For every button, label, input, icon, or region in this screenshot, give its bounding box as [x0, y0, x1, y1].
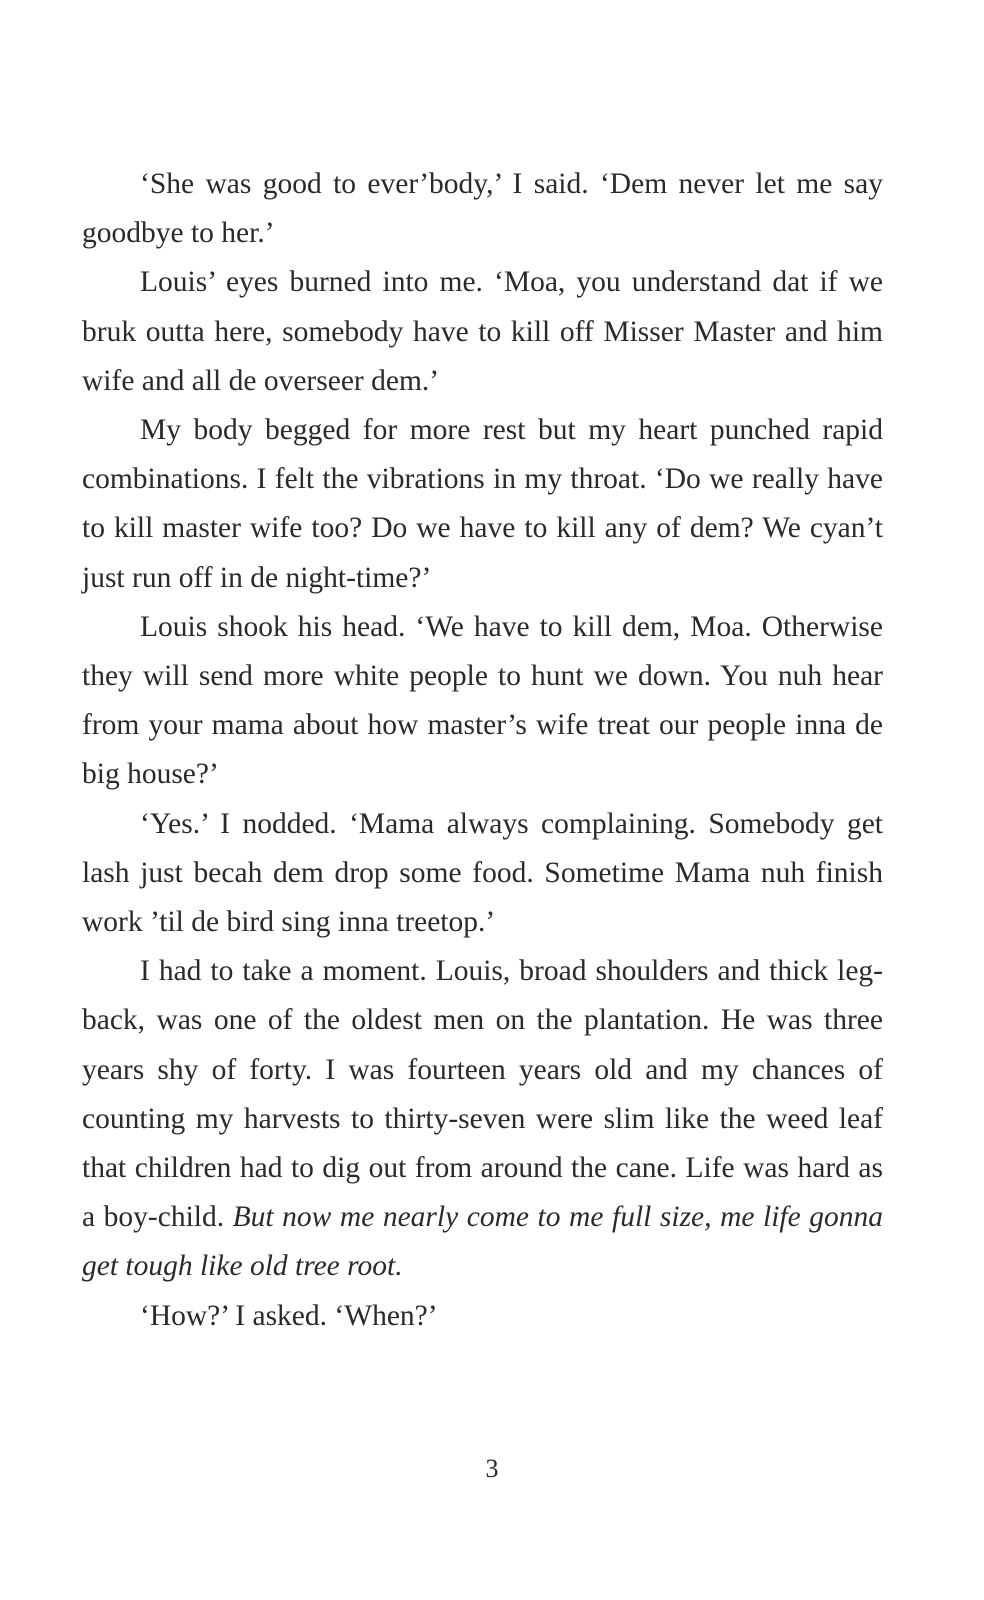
paragraph — [82, 160, 883, 258]
page-number: 3 — [485, 1454, 499, 1483]
paragraph — [82, 947, 883, 1291]
paragraph — [82, 800, 883, 948]
paragraph — [82, 1292, 883, 1341]
paragraph-text: ‘Yes.’ I nodded. ‘Mama always complaining. Somebody get lash just becah dem drop some food. Sometime Mama nuh finish work ’til de bird sing inna treetop.’ — [82, 807, 883, 939]
paragraph-text: My body begged for more rest but my heart punched rapid combinations. I felt the vibrations in my throat. ‘Do we really have to kill master wife too? Do we have to kill any of dem? We cyan’t just run off in de night-time?’ — [82, 414, 883, 594]
paragraph — [82, 406, 883, 603]
paragraph-italic-text: But now me nearly come to me full size, me life gonna get tough like old tree root. — [82, 1201, 884, 1283]
paragraph — [82, 258, 883, 406]
paragraph — [82, 603, 883, 800]
paragraph-text: Louis shook his head. ‘We have to kill dem, Moa. Otherwise they will send more white people to hunt we down. You nuh hear from your mama about how master’s wife treat our people inna de big house?’ — [82, 610, 883, 791]
paragraph-text: ‘She was good to ever’body,’ I said. ‘Dem never let me say goodbye to her.’ — [82, 168, 883, 250]
paragraph-text: I had to take a moment. Louis, broad shoulders and thick leg-back, was one of the oldest men on the plantation. He was three years shy of forty. I was fourteen years old and my chances of counting my harvests to thirty-seven were slim like the weed leaf that children had to dig out from around the cane. Life was hard as a boy-child. — [82, 955, 883, 1234]
paragraph-text: Louis’ eyes burned into me. ‘Moa, you understand dat if we bruk outta here, somebody have to kill off Misser Master and him wife and all de overseer dem.’ — [82, 266, 883, 397]
paragraph-text: ‘How?’ I asked. ‘When?’ — [140, 1299, 438, 1332]
body-text — [82, 160, 883, 1341]
